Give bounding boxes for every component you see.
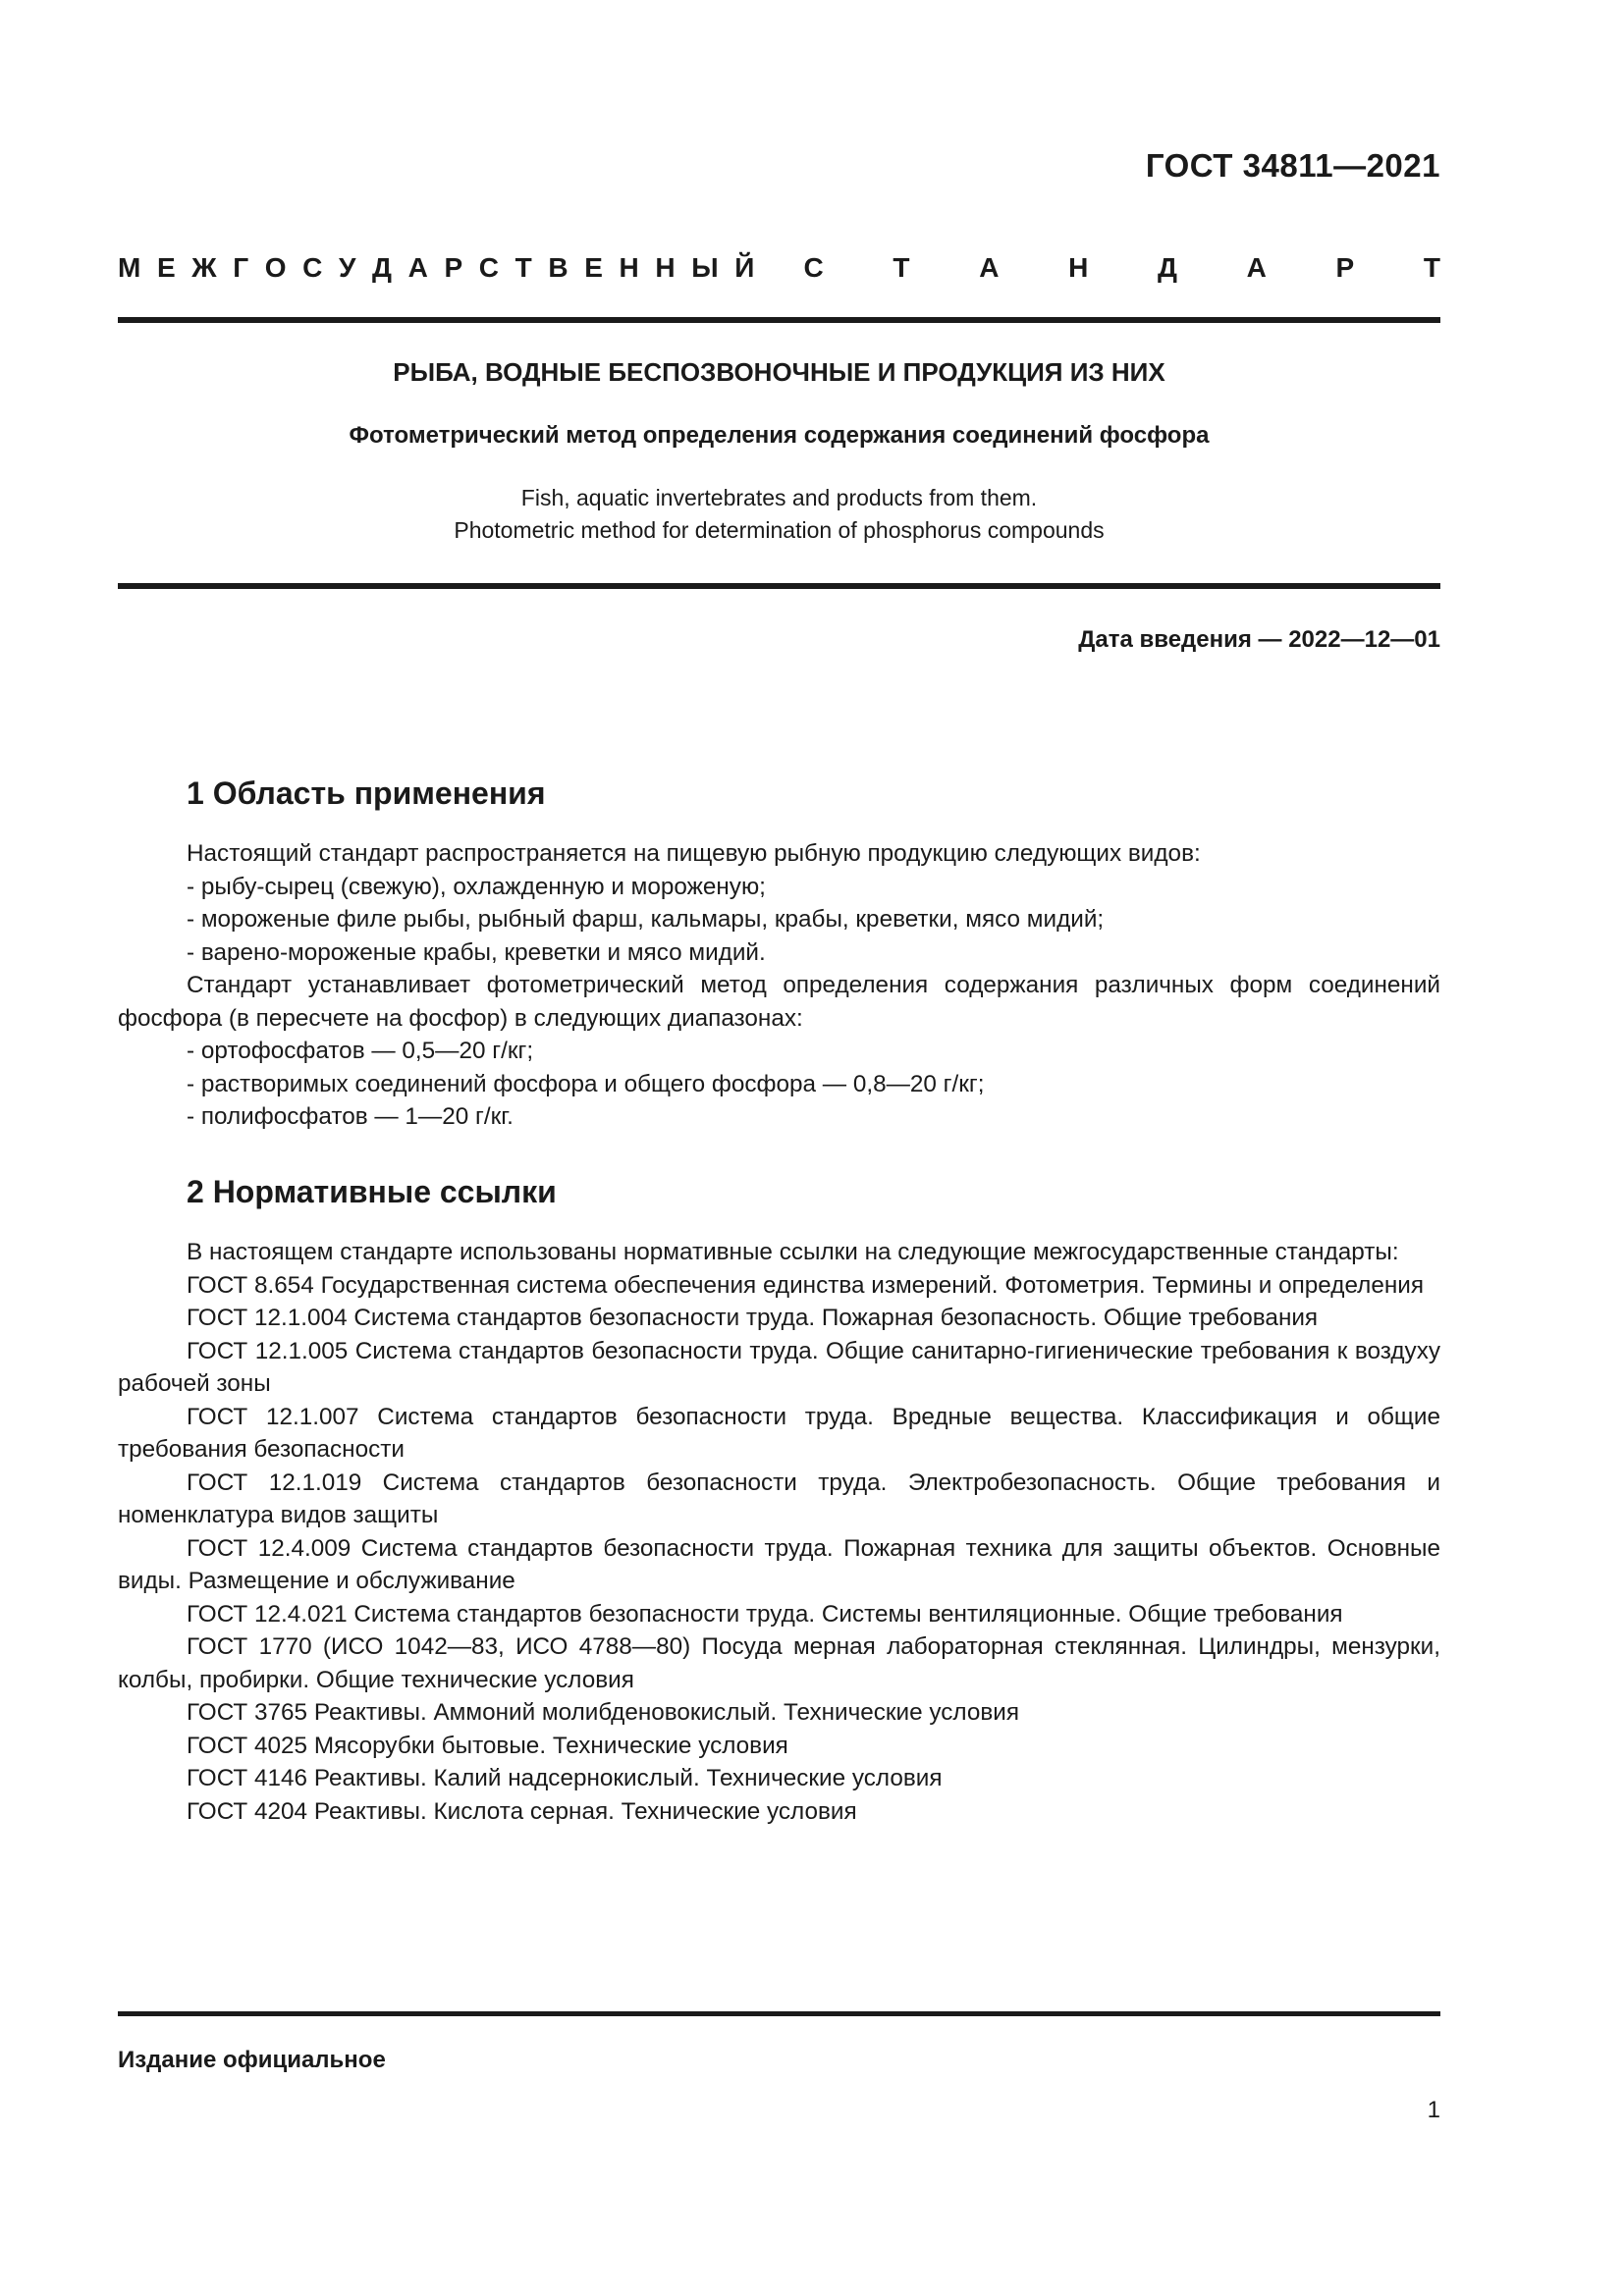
introduction-date: Дата введения — 2022—12—01 xyxy=(1078,626,1440,653)
scope-line: - варено-мороженые крабы, креветки и мясо мидий. xyxy=(187,938,766,966)
references-intro: В настоящем стандарте использованы нормативные ссылки на следующие межгосударственные стандарты: xyxy=(187,1239,1399,1265)
footer-rule xyxy=(118,2011,1440,2016)
range-line: - ортофосфатов — 0,5—20 г/кг; xyxy=(187,1038,534,1064)
english-title-line-1: Fish, aquatic invertebrates and products from them. xyxy=(520,485,1038,510)
header-rule xyxy=(118,317,1440,323)
scope-line: - мороженые филе рыбы, рыбный фарш, кальмары, крабы, креветки, мясо мидий; xyxy=(187,906,1105,933)
reference-item: ГОСТ 1770 (ИСО 1042—83, ИСО 4788—80) Посуда мерная лабораторная стеклянная. Цилиндры, мензурки, колбы, пробирки. Общие технические условия xyxy=(118,1633,1440,1693)
range-line: - растворимых соединений фосфора и общего фосфора — 0,8—20 г/кг; xyxy=(187,1070,985,1097)
scope-line: - рыбу-сырец (свежую), охлажденную и мороженую; xyxy=(187,873,766,900)
standard-type-heading xyxy=(118,252,1440,284)
reference-item: ГОСТ 12.1.019 Система стандартов безопасности труда. Электробезопасность. Общие требования и номенклатура видов защиты xyxy=(118,1468,1440,1528)
section-1-heading: 1 Область применения xyxy=(187,775,546,811)
official-edition-label: Издание официальное xyxy=(118,2047,386,2073)
reference-item: ГОСТ 4025 Мясорубки бытовые. Технические условия xyxy=(187,1732,788,1759)
section-1-body xyxy=(118,837,1440,1134)
title-rule xyxy=(118,583,1440,589)
section-2-body xyxy=(118,1236,1440,1828)
reference-item: ГОСТ 12.4.009 Система стандартов безопасности труда. Пожарная техника для защиты объектов. Основные виды. Размещение и обслуживание xyxy=(118,1534,1440,1594)
reference-item: ГОСТ 4204 Реактивы. Кислота серная. Технические условия xyxy=(187,1797,857,1825)
reference-item: ГОСТ 12.1.007 Система стандартов безопасности труда. Вредные вещества. Классификация и общие требования безопасности xyxy=(118,1403,1440,1463)
reference-item: ГОСТ 8.654 Государственная система обеспечения единства измерений. Фотометрия. Термины и определения xyxy=(187,1271,1424,1299)
scope-paragraph: Стандарт устанавливает фотометрический метод определения содержания различных форм соединений фосфора (в пересчете на фосфор) в следующих диапазонах: xyxy=(118,972,1440,1032)
document-number: ГОСТ 34811—2021 xyxy=(1145,147,1440,184)
reference-item: ГОСТ 4146 Реактивы. Калий надсернокислый. Технические условия xyxy=(187,1765,943,1791)
scope-line: Настоящий стандарт распространяется на пищевую рыбную продукцию следующих видов: xyxy=(187,840,1201,867)
page-number: 1 xyxy=(1427,2097,1440,2123)
section-2-heading: 2 Нормативные ссылки xyxy=(187,1174,557,1209)
reference-item: ГОСТ 12.4.021 Система стандартов безопасности труда. Системы вентиляционные. Общие требования xyxy=(187,1600,1343,1628)
reference-item: ГОСТ 12.1.004 Система стандартов безопасности труда. Пожарная безопасность. Общие требования xyxy=(187,1305,1319,1331)
standard-type-word-2: С Т А Н Д А Р Т xyxy=(803,252,1440,283)
english-title xyxy=(118,482,1440,547)
document-subtitle: Фотометрический метод определения содержания соединений фосфора xyxy=(349,422,1210,449)
document-title: РЫБА, ВОДНЫЕ БЕСПОЗВОНОЧНЫЕ И ПРОДУКЦИЯ ИЗ НИХ xyxy=(393,357,1165,387)
reference-item: ГОСТ 12.1.005 Система стандартов безопасности труда. Общие санитарно-гигиенические требования к воздуху рабочей зоны xyxy=(118,1337,1440,1397)
reference-item: ГОСТ 3765 Реактивы. Аммоний молибденовокислый. Технические условия xyxy=(187,1699,1019,1726)
range-line: - полифосфатов — 1—20 г/кг. xyxy=(187,1103,514,1130)
english-title-line-2: Photometric method for determination of phosphorus compounds xyxy=(454,517,1105,543)
standard-type-word-1: М Е Ж Г О С У Д А Р С Т В Е Н Н Ы Й xyxy=(118,252,755,283)
